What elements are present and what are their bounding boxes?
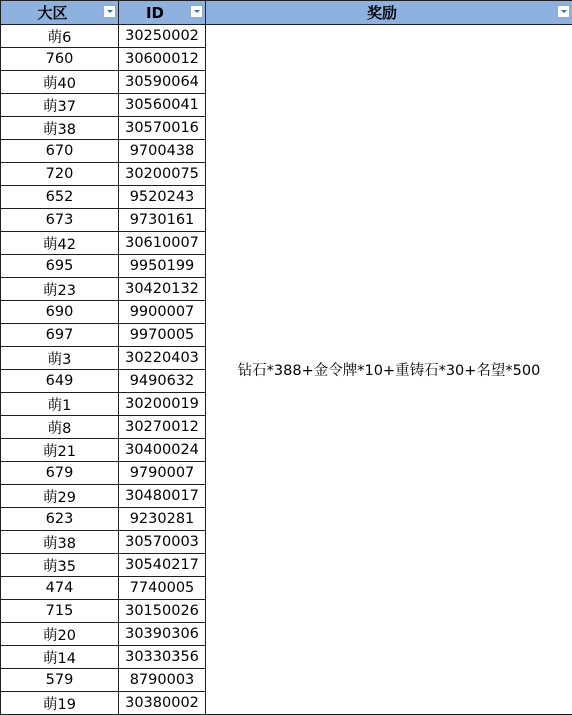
- cell-id[interactable]: 9790007: [119, 462, 206, 485]
- cell-region[interactable]: 萌3: [1, 347, 119, 370]
- cell-region[interactable]: 萌8: [1, 416, 119, 439]
- cell-region[interactable]: 萌40: [1, 71, 119, 94]
- cell-id[interactable]: 30560041: [119, 94, 206, 117]
- cell-region[interactable]: 679: [1, 462, 119, 485]
- header-id-label: ID: [145, 3, 165, 22]
- cell-region[interactable]: 670: [1, 140, 119, 163]
- header-row: [1, 1, 572, 25]
- cell-id[interactable]: 30570016: [119, 117, 206, 140]
- cell-region[interactable]: 萌6: [1, 25, 119, 48]
- table-row: [1, 25, 572, 48]
- cell-id[interactable]: 30220403: [119, 347, 206, 370]
- cell-id[interactable]: 30390306: [119, 623, 206, 646]
- cell-region[interactable]: 673: [1, 209, 119, 232]
- cell-region[interactable]: 697: [1, 324, 119, 347]
- filter-dropdown-icon[interactable]: [557, 5, 570, 18]
- cell-id[interactable]: 30400024: [119, 439, 206, 462]
- cell-id[interactable]: 9490632: [119, 370, 206, 393]
- cell-id[interactable]: 9520243: [119, 186, 206, 209]
- cell-region[interactable]: 萌1: [1, 393, 119, 416]
- cell-region[interactable]: 萌14: [1, 646, 119, 669]
- cell-region[interactable]: 649: [1, 370, 119, 393]
- cell-region[interactable]: 690: [1, 301, 119, 324]
- cell-id[interactable]: 30270012: [119, 416, 206, 439]
- cell-region[interactable]: 萌19: [1, 692, 119, 715]
- header-reward[interactable]: [206, 1, 572, 25]
- cell-region[interactable]: 695: [1, 255, 119, 278]
- header-region[interactable]: [1, 1, 119, 25]
- cell-id[interactable]: 30600012: [119, 48, 206, 71]
- cell-region[interactable]: 萌20: [1, 623, 119, 646]
- cell-id[interactable]: 30570003: [119, 531, 206, 554]
- cell-region[interactable]: 萌35: [1, 554, 119, 577]
- cell-region[interactable]: 萌37: [1, 94, 119, 117]
- cell-region[interactable]: 623: [1, 508, 119, 531]
- cell-id[interactable]: 8790003: [119, 669, 206, 692]
- filter-dropdown-icon[interactable]: [103, 5, 116, 18]
- header-reward-label: 奖励: [366, 4, 397, 22]
- cell-reward-merged[interactable]: 钻石*388+金令牌*10+重铸石*30+名望*500: [206, 25, 572, 715]
- cell-region[interactable]: 760: [1, 48, 119, 71]
- cell-region[interactable]: 652: [1, 186, 119, 209]
- cell-region[interactable]: 萌38: [1, 117, 119, 140]
- cell-region[interactable]: 萌42: [1, 232, 119, 255]
- header-region-label: 大区: [37, 4, 68, 22]
- cell-id[interactable]: 30200075: [119, 163, 206, 186]
- filter-dropdown-icon[interactable]: [190, 5, 203, 18]
- cell-id[interactable]: 9730161: [119, 209, 206, 232]
- cell-region[interactable]: 萌23: [1, 278, 119, 301]
- cell-id[interactable]: 30330356: [119, 646, 206, 669]
- cell-id[interactable]: 30610007: [119, 232, 206, 255]
- header-id[interactable]: [119, 1, 206, 25]
- cell-id[interactable]: 30590064: [119, 71, 206, 94]
- cell-id[interactable]: 30380002: [119, 692, 206, 715]
- cell-id[interactable]: 30200019: [119, 393, 206, 416]
- cell-id[interactable]: 9230281: [119, 508, 206, 531]
- cell-id[interactable]: 30250002: [119, 25, 206, 48]
- cell-id[interactable]: 7740005: [119, 577, 206, 600]
- cell-id[interactable]: 9950199: [119, 255, 206, 278]
- cell-region[interactable]: 萌29: [1, 485, 119, 508]
- cell-region[interactable]: 579: [1, 669, 119, 692]
- cell-id[interactable]: 9700438: [119, 140, 206, 163]
- cell-id[interactable]: 30540217: [119, 554, 206, 577]
- cell-region[interactable]: 萌21: [1, 439, 119, 462]
- cell-region[interactable]: 474: [1, 577, 119, 600]
- cell-id[interactable]: 9970005: [119, 324, 206, 347]
- cell-id[interactable]: 30480017: [119, 485, 206, 508]
- cell-id[interactable]: 30150026: [119, 600, 206, 623]
- cell-region[interactable]: 720: [1, 163, 119, 186]
- cell-id[interactable]: 9900007: [119, 301, 206, 324]
- cell-region[interactable]: 萌38: [1, 531, 119, 554]
- cell-region[interactable]: 715: [1, 600, 119, 623]
- cell-id[interactable]: 30420132: [119, 278, 206, 301]
